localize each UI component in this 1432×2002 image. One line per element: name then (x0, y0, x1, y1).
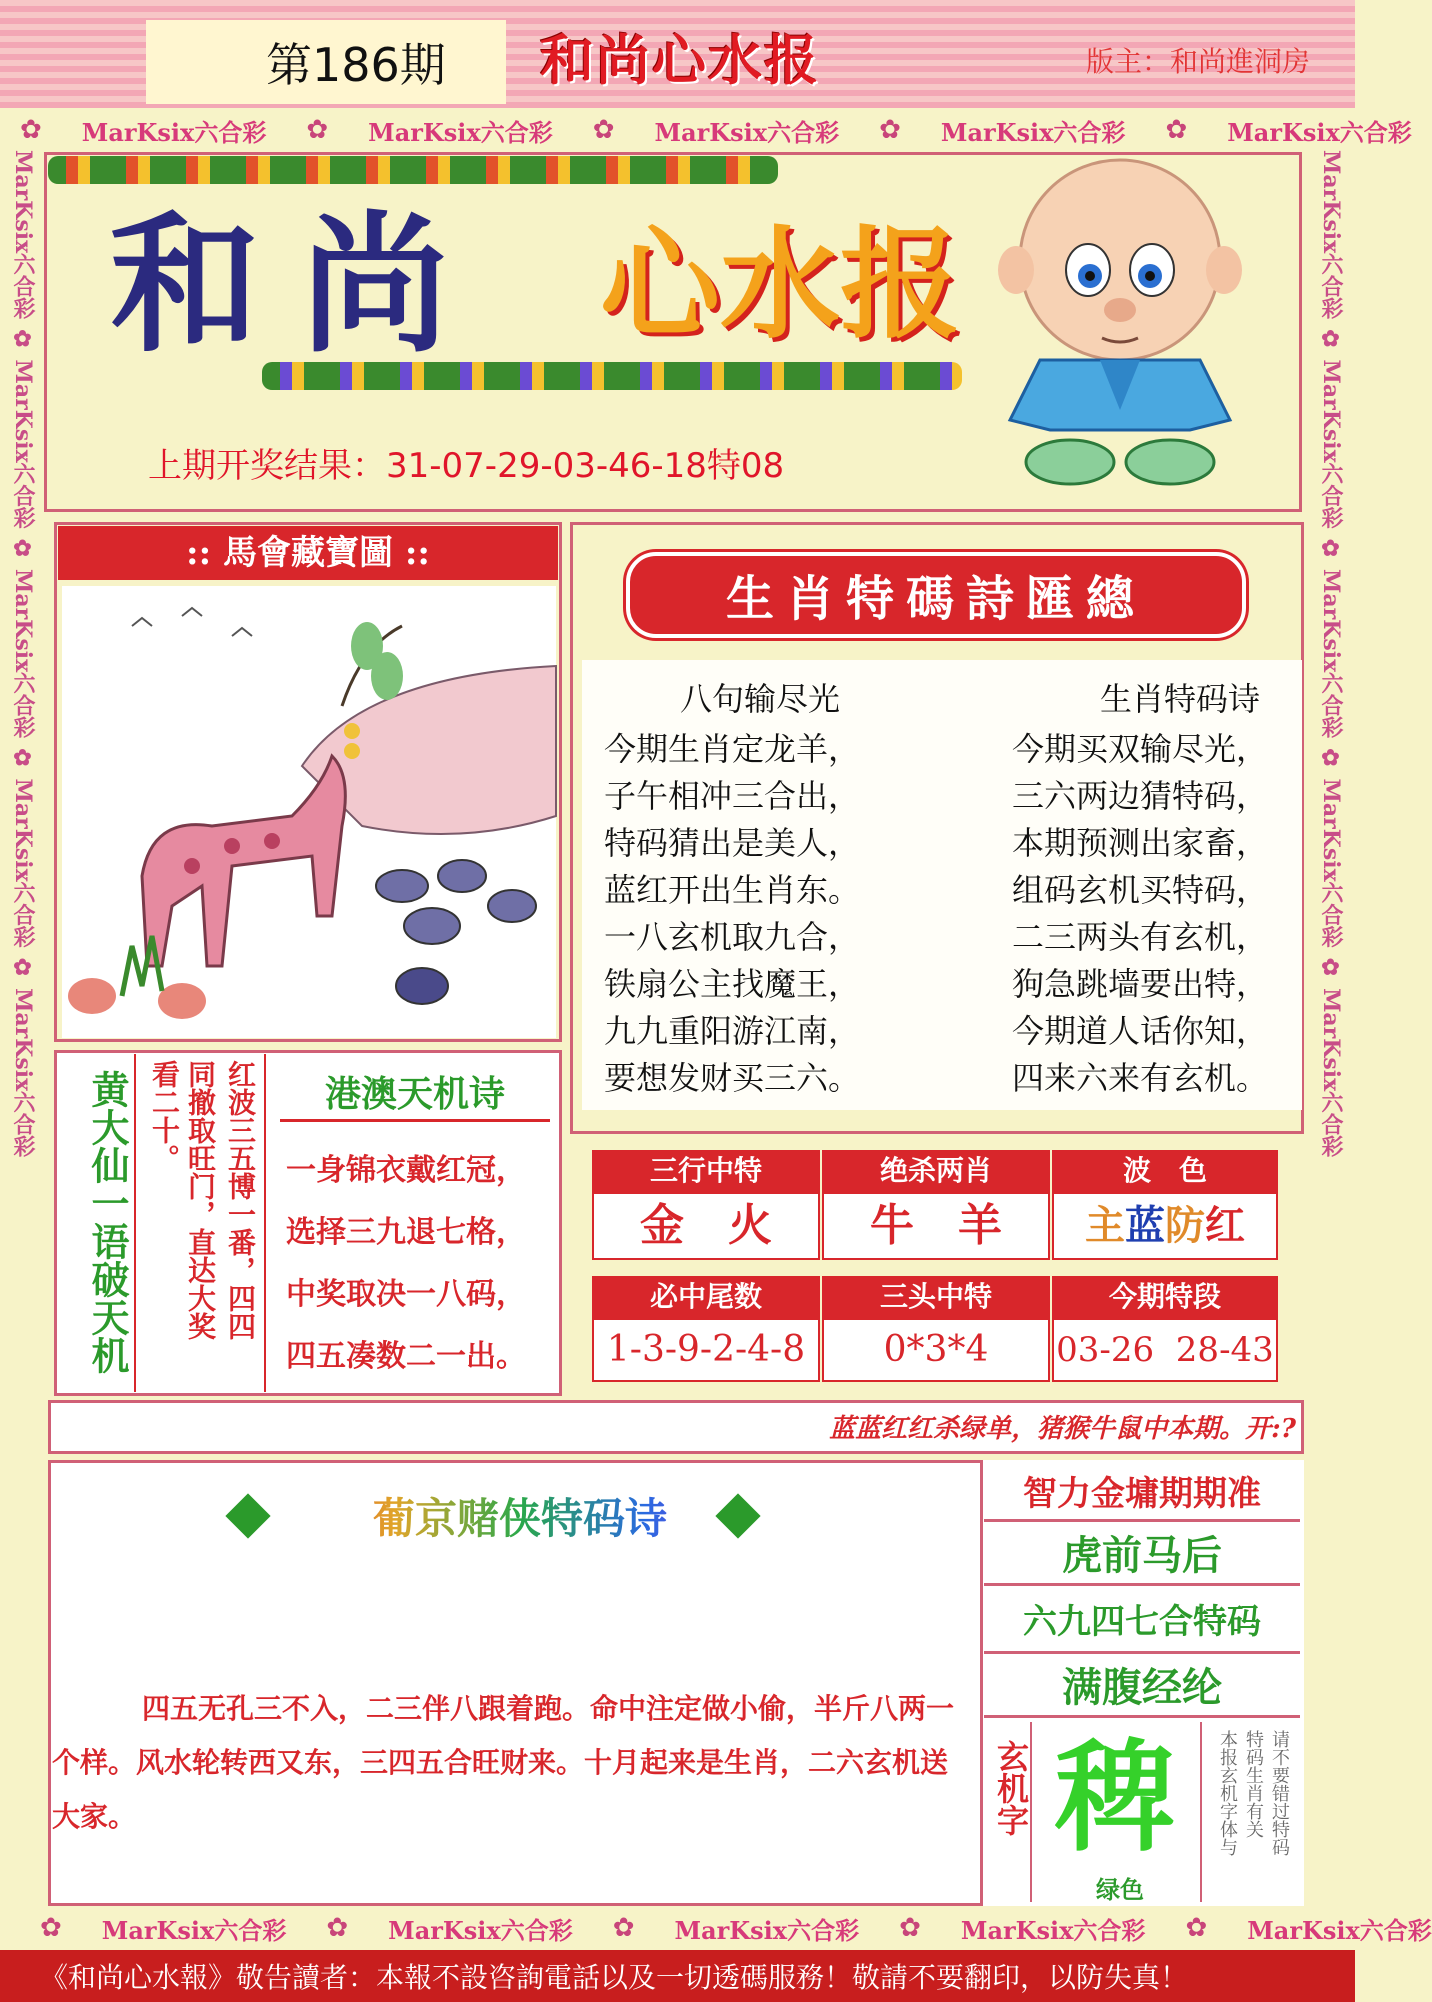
logo-sub: 心水报 (600, 214, 960, 355)
poem-line: 组码玄机买特码， (1012, 871, 1269, 909)
mystery-char: 稗 (1055, 1727, 1175, 1868)
poem-line: 本期预测出家畜， (1012, 824, 1269, 862)
divider (1200, 1722, 1202, 1902)
pick-header: 三行中特 (592, 1150, 820, 1192)
watermark: MarKsix六合彩 (940, 117, 1126, 147)
poem-line: 狗急跳墙要出特， (1012, 965, 1269, 1003)
right-poem (1012, 726, 1302, 1102)
side-line-4: 满腹经纶 (984, 1658, 1300, 1718)
pick-header: 三头中特 (822, 1276, 1050, 1318)
right-poem-heading: 生肖特码诗 (1100, 680, 1261, 718)
mystery-note-1: 本报玄机字体与 (1217, 1730, 1238, 1856)
poem-line: 四五凑数二一出。 (286, 1339, 526, 1374)
pick-value: 金 火 (592, 1192, 820, 1260)
pick-header: 必中尾数 (592, 1276, 820, 1318)
watermark-right: MarKsix六合彩 ✿ MarKsix六合彩 ✿ MarKsix六合彩 ✿ MarKsix六合彩 ✿ MarKsix六合彩 (1318, 150, 1344, 1158)
poem-line: 九九重阳游江南， (604, 1012, 861, 1050)
watermark: MarKsix六合彩 (674, 1915, 860, 1945)
flower-icon: ✿ (326, 1913, 349, 1943)
last-result: 上期开奖结果：31-07-29-03-46-18特08 (148, 446, 785, 486)
poem-line: 选择三九退七格， (286, 1215, 526, 1250)
pick-header: 今期特段 (1052, 1276, 1278, 1318)
flower-icon: ✿ (879, 115, 901, 145)
poem-line: 中奖取决一八码， (286, 1277, 526, 1312)
editor-credit: 版主：和尚進洞房 (1086, 45, 1311, 78)
pick-value: 1-3-9-2-4-8 (592, 1318, 820, 1382)
gangao-title: 港澳天机诗 (280, 1066, 550, 1122)
watermark: MarKsix六合彩 (1247, 1915, 1432, 1945)
wave-guard-label: 防 (1165, 1202, 1205, 1249)
side-line-3: 六九四七合特码 (984, 1590, 1300, 1654)
huang-text-1: 红波三五博一番，四四 (224, 1060, 257, 1340)
mystery-note-3: 请不要错过特码 (1269, 1730, 1290, 1856)
paper-title: 和尚心水报 (540, 28, 820, 92)
watermark: MarKsix六合彩 (101, 1915, 287, 1945)
flower-icon: ✿ (306, 115, 329, 145)
picks-table (592, 1150, 1278, 1384)
side-line-1: 智力金墉期期准 (984, 1466, 1300, 1522)
issue-number: 第186期 (146, 20, 506, 104)
flower-icon: ✿ (20, 115, 42, 145)
watermark-row-top (20, 112, 1412, 148)
flower-icon: ✿ (612, 1913, 635, 1943)
watermark: MarKsix六合彩 (81, 117, 267, 147)
poem-line: 特码猜出是美人， (604, 824, 861, 862)
gambler-title: 葡京赌侠特码诗 (270, 1486, 770, 1546)
poem-line: 铁扇公主找魔王， (604, 965, 861, 1003)
pick-value: 牛 羊 (822, 1192, 1050, 1260)
flower-icon: ✿ (899, 1913, 921, 1943)
gambler-body: 四五无孔三不入，二三伴八跟着跑。命中注定做小偷，半斤八两一个样。风水轮转西又东，三四五合旺财来。十月起来是生肖，二六玄机送大家。 (52, 1692, 955, 1833)
mystery-note-2: 特码生肖有关 (1243, 1730, 1264, 1838)
flower-icon: ✿ (40, 1913, 62, 1943)
watermark: MarKsix六合彩 (368, 117, 553, 147)
poem-line: 今期生肖定龙羊， (604, 730, 861, 768)
divider (264, 1054, 266, 1392)
poem-line: 一八玄机取九合， (604, 918, 861, 956)
left-poem (604, 726, 904, 1102)
logo-main: 和尚 (110, 197, 491, 373)
flower-icon: ✿ (592, 115, 615, 145)
watermark: MarKsix六合彩 (388, 1915, 573, 1945)
monk-illustration (990, 150, 1250, 490)
poem-line: 一身锦衣戴红冠， (286, 1153, 526, 1188)
mystery-label: 玄机字 (992, 1740, 1030, 1836)
footer-notice: 《和尚心水報》敬告讀者：本報不設咨詢電話以及一切透碼服務！敬請不要翻印，以防失真！ (0, 1950, 1355, 2002)
pick-value: 0*3*4 (822, 1318, 1050, 1382)
huang-title: 黄大仙一语破天机 (85, 1070, 130, 1374)
poem-line: 今期买双输尽光， (1012, 730, 1269, 768)
poem-line: 今期道人话你知， (1012, 1012, 1269, 1050)
wave-primary-label: 主 (1085, 1202, 1125, 1249)
huang-text-2: 同撤取旺门，直达大奖 (184, 1060, 217, 1340)
vine-decoration (48, 156, 778, 184)
ticker-text: 蓝蓝红红杀绿单，猪猴牛鼠中本期。开:? (829, 1414, 1296, 1444)
pick-header: 波 色 (1052, 1150, 1278, 1192)
divider (134, 1054, 136, 1392)
wave-guard: 红 (1205, 1202, 1245, 1249)
pick-header: 绝杀两肖 (822, 1150, 1050, 1192)
poem-line: 蓝红开出生肖东。 (604, 871, 861, 909)
watermark: MarKsix六合彩 (1227, 117, 1412, 147)
flower-icon: ✿ (1165, 115, 1188, 145)
watermark: MarKsix六合彩 (960, 1915, 1146, 1945)
poem-line: 二三两头有玄机， (1012, 918, 1269, 956)
poem-line: 四来六来有玄机。 (1012, 1059, 1269, 1097)
poem-line: 三六两边猜特码， (1012, 777, 1269, 815)
flower-icon: ✿ (1185, 1913, 1208, 1943)
watermark-row-bottom (40, 1910, 1432, 1946)
wave-color (1052, 1192, 1278, 1260)
treasure-title: :: 馬會藏寶圖 :: (58, 526, 558, 580)
left-poem-heading: 八句输尽光 (680, 680, 841, 718)
side-line-2: 虎前马后 (984, 1526, 1300, 1586)
poem-line: 子午相冲三合出， (604, 777, 861, 815)
pick-value: 03-26 28-43 (1052, 1318, 1278, 1382)
gangao-poem (286, 1140, 556, 1388)
zodiac-title: 生肖特碼詩匯總 (626, 552, 1246, 638)
poem-line: 要想发财买三六。 (604, 1059, 861, 1097)
mystery-color: 绿色 (1096, 1876, 1144, 1904)
watermark-left: MarKsix六合彩 ✿ MarKsix六合彩 ✿ MarKsix六合彩 ✿ MarKsix六合彩 ✿ MarKsix六合彩 (10, 150, 36, 1158)
wave-primary: 蓝 (1125, 1202, 1165, 1249)
watermark: MarKsix六合彩 (654, 117, 840, 147)
treasure-illustration (62, 586, 556, 1038)
divider (1030, 1722, 1032, 1902)
huang-text-3: 看二十。 (148, 1060, 181, 1172)
